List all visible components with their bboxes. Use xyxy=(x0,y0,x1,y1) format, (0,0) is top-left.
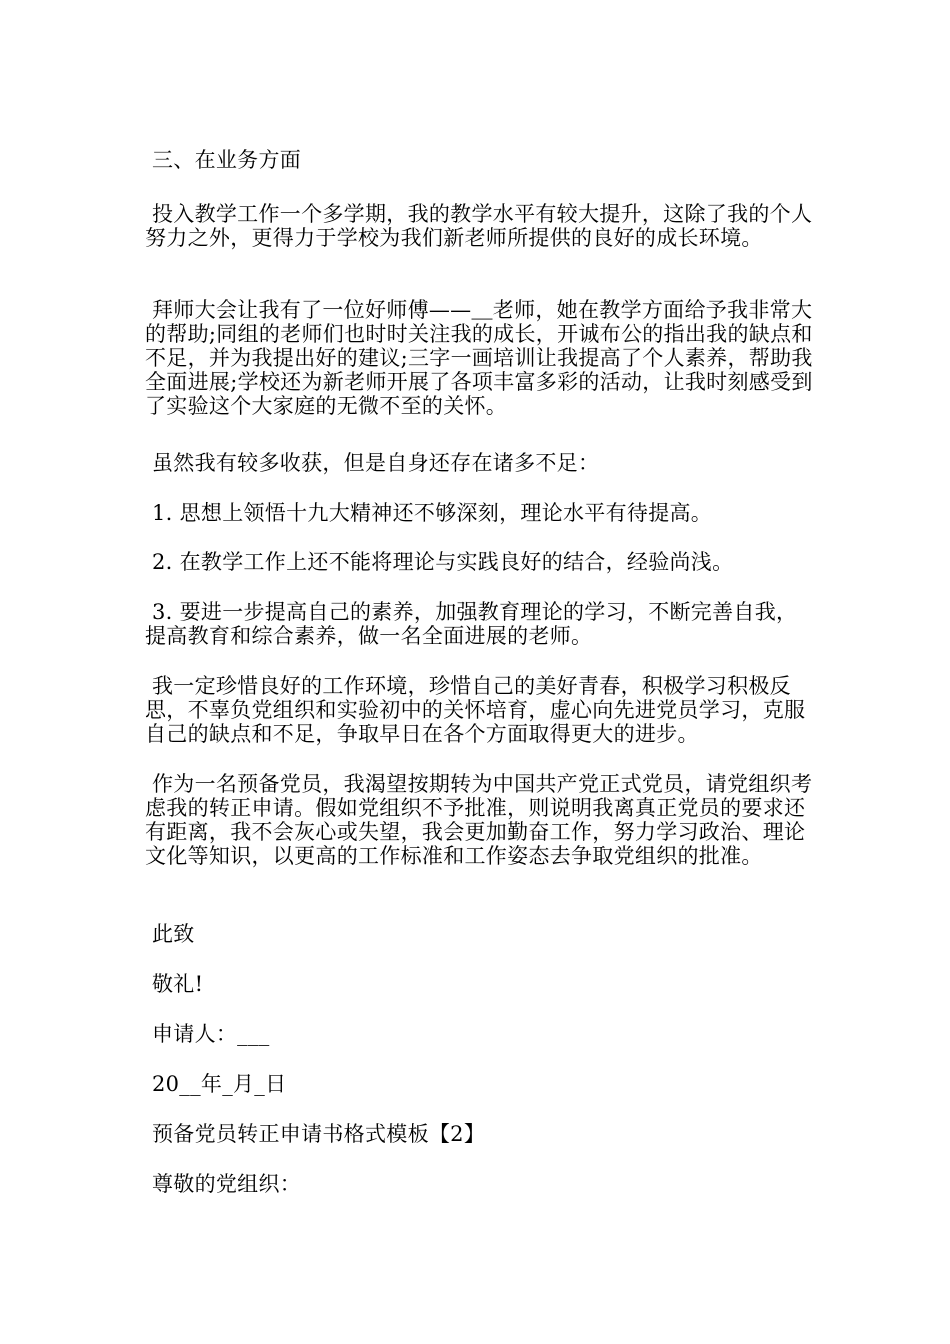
applicant-line: 申请人：___ xyxy=(145,1022,270,1046)
list-item: 1. 思想上领悟十九大精神还不够深刻，理论水平有待提高。 xyxy=(145,501,713,525)
closing-line: 敬礼! xyxy=(145,972,204,996)
paragraph: 虽然我有较多收获，但是自身还存在诸多不足： xyxy=(145,451,600,475)
date-line: 20__年_月_日 xyxy=(145,1072,287,1096)
salutation: 尊敬的党组织： xyxy=(145,1172,302,1196)
paragraph: 作为一名预备党员，我渴望按期转为中国共产党正式党员，请党组织考虑我的转正申请。假如党组织不予批准，则说明我离真正党员的要求还有距离，我不会灰心或失望，我会更加勤奋工作，努力学习政治、理论文化等知识，以更高的工作标准和工作姿态去争取党组织的批准。 xyxy=(145,772,813,868)
closing-line: 此致 xyxy=(145,922,195,946)
template-title: 预备党员转正申请书格式模板【2】 xyxy=(145,1122,486,1146)
list-item: 3. 要进一步提高自己的素养，加强教育理论的学习，不断完善自我，提高教育和综合素养，做一名全面进展的老师。 xyxy=(145,600,798,648)
section-heading: 三、在业务方面 xyxy=(145,148,302,172)
paragraph: 拜师大会让我有了一位好师傅——＿老师，她在教学方面给予我非常大的帮助;同组的老师们也时时关注我的成长，开诚布公的指出我的缺点和不足，并为我提出好的建议;三字一画培训让我提高了个人素养，帮助我全面进展;学校还为新老师开展了各项丰富多彩的活动，让我时刻感受到了实验这个大家庭的无微不至的关怀。 xyxy=(145,298,813,418)
list-item: 2. 在教学工作上还不能将理论与实践良好的结合，经验尚浅。 xyxy=(145,550,734,574)
paragraph: 投入教学工作一个多学期，我的教学水平有较大提升，这除了我的个人努力之外，更得力于学校为我们新老师所提供的良好的成长环境。 xyxy=(145,202,813,250)
paragraph: 我一定珍惜良好的工作环境，珍惜自己的美好青春，积极学习积极反思，不辜负党组织和实验初中的关怀培育，虚心向先进党员学习，克服自己的缺点和不足，争取早日在各个方面取得更大的进步。 xyxy=(145,674,806,746)
